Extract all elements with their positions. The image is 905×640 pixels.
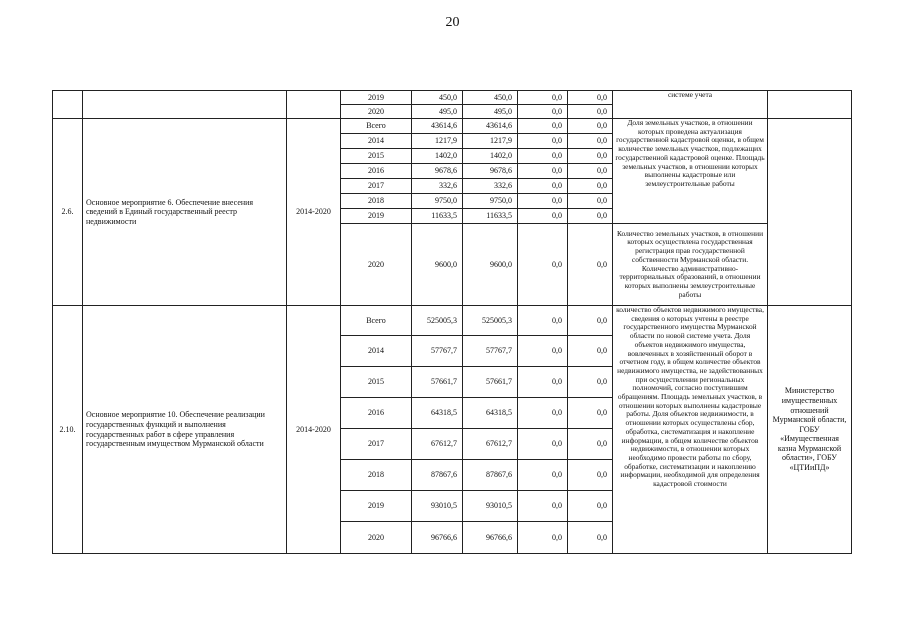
- value-other-cell: 0,0: [568, 194, 613, 209]
- year-cell: 2016: [341, 398, 412, 429]
- value-other-cell: 0,0: [568, 336, 613, 367]
- value-other-cell: 0,0: [568, 367, 613, 398]
- value-total-cell: 87867,6: [412, 460, 463, 491]
- value-total-cell: 57767,7: [412, 336, 463, 367]
- year-cell: 2019: [341, 491, 412, 522]
- value-total-cell: 64318,5: [412, 398, 463, 429]
- table-row: [53, 91, 852, 105]
- section-number: 2.6.: [53, 119, 83, 306]
- value-regional-cell: 9678,6: [463, 164, 518, 179]
- value-total-cell: 96766,6: [412, 522, 463, 554]
- value-regional-cell: 495,0: [463, 105, 518, 119]
- responsible-cell: Министерство имущественных отношений Мурманской области, ГОБУ «Имущественная казна Мурманской области», ГОБУ «ЦТИиПД»: [768, 306, 852, 554]
- value-federal-cell: 0,0: [518, 306, 568, 336]
- value-regional-cell: 332,6: [463, 179, 518, 194]
- year-cell: 2020: [341, 522, 412, 554]
- value-regional-cell: 43614,6: [463, 119, 518, 134]
- value-federal-cell: 0,0: [518, 209, 568, 224]
- value-other-cell: 0,0: [568, 119, 613, 134]
- value-regional-cell: 96766,6: [463, 522, 518, 554]
- activity-name: Основное мероприятие 10. Обеспечение реализации государственных функций и выполнения государственных работ в сфере управления государственным имуществом Мурманской области: [83, 306, 287, 554]
- value-total-cell: 9600,0: [412, 224, 463, 306]
- value-federal-cell: 0,0: [518, 336, 568, 367]
- indicator-cell: количество объектов недвижимого имущества, сведения о которых учтены в реестре государственного имущества Мурманской области по новой системе учета. Доля объектов недвижимого имущества, вовлеченных в хозяйственный оборот в отчетном году, в общем количестве объектов недвижимого имущества, не задействованных при осуществлении региональных полномочий, согласно поступившим обращениям. Площадь земельных участков, в отношении которых выполнены кадастровые работы. Доля объектов недвижимости, в отношении которых осуществлены сбор, обработка, систематизация и накопление информации, в общем количестве объектов недвижимости, в отношении которых необходимо провести работы по сбору, обработке, систематизации и накоплению информации, необходимой для определения кадастровой стоимости: [613, 306, 768, 554]
- value-regional-cell: 93010,5: [463, 491, 518, 522]
- year-cell: 2015: [341, 367, 412, 398]
- value-total-cell: 11633,5: [412, 209, 463, 224]
- value-other-cell: 0,0: [568, 164, 613, 179]
- value-federal-cell: 0,0: [518, 194, 568, 209]
- value-total-cell: 43614,6: [412, 119, 463, 134]
- activity-period: 2014-2020: [287, 306, 341, 554]
- indicator-cell: Количество земельных участков, в отношении которых осуществлена государственная регистрация прав государственной собственности Мурманской области. Количество административно-территориальных образований, в отношении которых выполнены землеустроительные работы: [613, 224, 768, 306]
- year-cell: 2017: [341, 179, 412, 194]
- value-regional-cell: 1402,0: [463, 149, 518, 164]
- value-regional-cell: 57661,7: [463, 367, 518, 398]
- program-table: [52, 90, 852, 554]
- year-cell: 2020: [341, 224, 412, 306]
- value-federal-cell: 0,0: [518, 119, 568, 134]
- value-total-cell: 93010,5: [412, 491, 463, 522]
- indicator-cell: системе учета: [613, 91, 768, 119]
- value-regional-cell: 64318,5: [463, 398, 518, 429]
- value-other-cell: 0,0: [568, 179, 613, 194]
- table-row: [53, 306, 852, 336]
- value-other-cell: 0,0: [568, 429, 613, 460]
- value-total-cell: 9678,6: [412, 164, 463, 179]
- value-federal-cell: 0,0: [518, 367, 568, 398]
- value-federal-cell: 0,0: [518, 224, 568, 306]
- value-regional-cell: 1217,9: [463, 134, 518, 149]
- value-federal-cell: 0,0: [518, 134, 568, 149]
- value-federal-cell: 0,0: [518, 179, 568, 194]
- value-regional-cell: 9750,0: [463, 194, 518, 209]
- value-total-cell: 67612,7: [412, 429, 463, 460]
- activity-name: Основное мероприятие 6. Обеспечение внесения сведений в Единый государственный реестр недвижимости: [83, 119, 287, 306]
- activity-period: 2014-2020: [287, 119, 341, 306]
- value-regional-cell: 87867,6: [463, 460, 518, 491]
- value-federal-cell: 0,0: [518, 149, 568, 164]
- value-total-cell: 332,6: [412, 179, 463, 194]
- year-cell: 2014: [341, 134, 412, 149]
- period-cell: [287, 91, 341, 119]
- value-other-cell: 0,0: [568, 209, 613, 224]
- value-other-cell: 0,0: [568, 460, 613, 491]
- value-federal-cell: 0,0: [518, 460, 568, 491]
- value-other-cell: 0,0: [568, 105, 613, 119]
- value-total-cell: 1402,0: [412, 149, 463, 164]
- value-federal-cell: 0,0: [518, 105, 568, 119]
- value-federal-cell: 0,0: [518, 522, 568, 554]
- value-regional-cell: 9600,0: [463, 224, 518, 306]
- year-cell: 2014: [341, 336, 412, 367]
- value-total-cell: 57661,7: [412, 367, 463, 398]
- value-other-cell: 0,0: [568, 306, 613, 336]
- activity-name-cell: [83, 91, 287, 119]
- indicator-cell: Доля земельных участков, в отношении которых проведена актуализация государственной кадастровой оценки, в общем количестве земельных участков, подлежащих государственной кадастровой оценке. Площадь земельных участков, в отношении которых выполнены кадастровые или землеустроительные работы: [613, 119, 768, 224]
- responsible-cell: [768, 119, 852, 306]
- year-cell: Всего: [341, 306, 412, 336]
- year-cell: 2016: [341, 164, 412, 179]
- table-row: [53, 119, 852, 134]
- page-number: 20: [445, 15, 460, 30]
- row-number-cell: [53, 91, 83, 119]
- value-regional-cell: 57767,7: [463, 336, 518, 367]
- value-federal-cell: 0,0: [518, 491, 568, 522]
- value-federal-cell: 0,0: [518, 91, 568, 105]
- year-cell: 2019: [341, 91, 412, 105]
- responsible-cell: [768, 91, 852, 119]
- year-cell: 2018: [341, 460, 412, 491]
- value-total-cell: 450,0: [412, 91, 463, 105]
- value-federal-cell: 0,0: [518, 398, 568, 429]
- value-regional-cell: 450,0: [463, 91, 518, 105]
- year-cell: 2020: [341, 105, 412, 119]
- year-cell: 2018: [341, 194, 412, 209]
- value-other-cell: 0,0: [568, 91, 613, 105]
- value-regional-cell: 67612,7: [463, 429, 518, 460]
- section-number: 2.10.: [53, 306, 83, 554]
- value-other-cell: 0,0: [568, 522, 613, 554]
- value-other-cell: 0,0: [568, 134, 613, 149]
- value-total-cell: 495,0: [412, 105, 463, 119]
- value-other-cell: 0,0: [568, 491, 613, 522]
- value-federal-cell: 0,0: [518, 164, 568, 179]
- value-total-cell: 1217,9: [412, 134, 463, 149]
- value-other-cell: 0,0: [568, 224, 613, 306]
- year-cell: 2015: [341, 149, 412, 164]
- value-other-cell: 0,0: [568, 398, 613, 429]
- value-regional-cell: 11633,5: [463, 209, 518, 224]
- year-cell: 2019: [341, 209, 412, 224]
- value-other-cell: 0,0: [568, 149, 613, 164]
- value-federal-cell: 0,0: [518, 429, 568, 460]
- value-total-cell: 9750,0: [412, 194, 463, 209]
- value-regional-cell: 525005,3: [463, 306, 518, 336]
- year-cell: 2017: [341, 429, 412, 460]
- year-cell: Всего: [341, 119, 412, 134]
- value-total-cell: 525005,3: [412, 306, 463, 336]
